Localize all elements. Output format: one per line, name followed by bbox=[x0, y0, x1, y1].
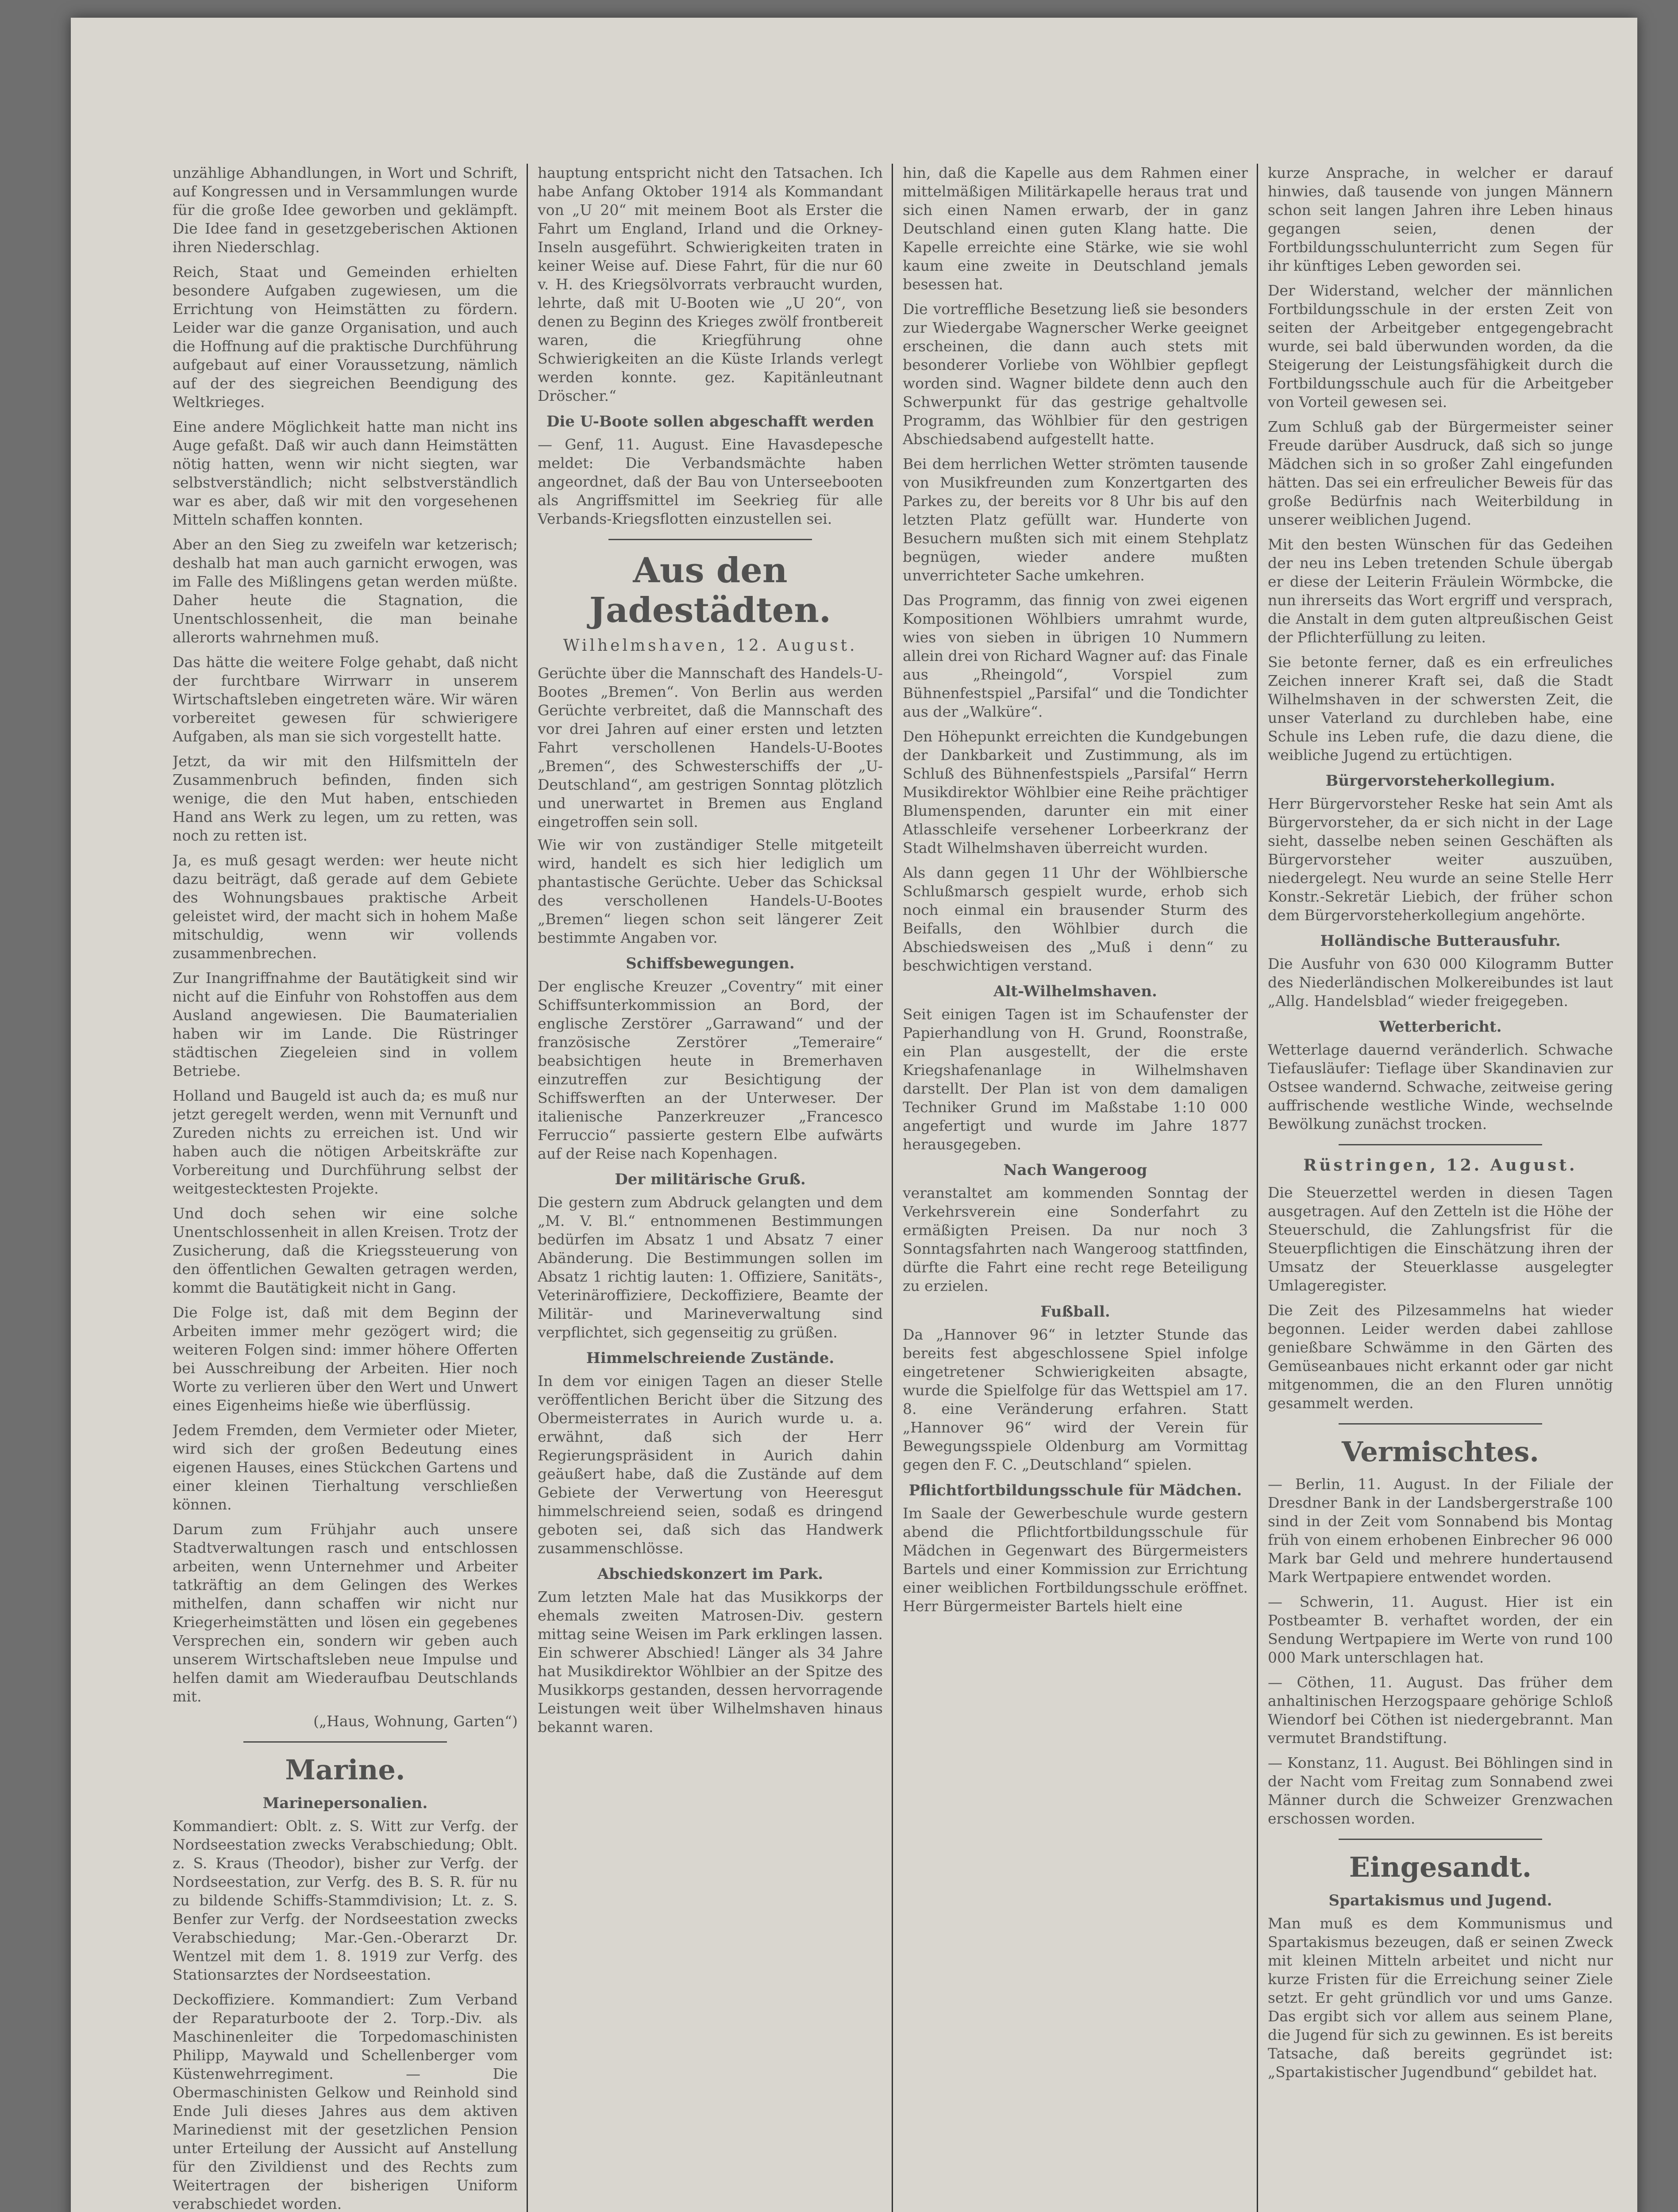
section-heading-marine: Marine. bbox=[285, 1754, 405, 1786]
subheading: Alt-Wilhelmshaven. bbox=[993, 983, 1157, 1000]
subheading: Himmelschreiende Zustände. bbox=[586, 1349, 835, 1367]
column-divider bbox=[892, 164, 893, 2212]
section-heading-vermischtes: Vermischtes. bbox=[1342, 1436, 1539, 1468]
paragraph: Die Ausfuhr von 630 000 Kilogramm Butter des Niederländischen Molkereibundes ist laut „Allg. Handelsblad“ wieder freigegeben. bbox=[1268, 955, 1613, 1010]
paragraph: Wetterlage dauernd veränderlich. Schwache Tiefausläufer: Tieflage über Skandinavien zur Ostsee wandernd. Schwache, zeitweise gering auffrischende westliche Winde, wechselnde Bewölkung zunächst trocken. bbox=[1268, 1041, 1613, 1133]
subheading: Nach Wangeroog bbox=[1003, 1161, 1147, 1179]
paragraph: Die gestern zum Abdruck gelangten und dem „M. V. Bl.“ entnommenen Bestimmungen bedürfen im Absatz 1 und Absatz 7 einer Abänderung. Die Bestimmungen sollen im Absatz 1 richtig lauten: 1. Offiziere, Sanitäts-, Veterinäroffiziere, Deckoffiziere, Beamte der Militär- und Marineverwaltung sind verpflichtet, sich gegenseitig zu grüßen. bbox=[538, 1194, 883, 1341]
paragraph: Mit den besten Wünschen für das Gedeihen der neu ins Leben tretenden Schule übergab er diese der Leiterin Fräulein Wörmbcke, die nun ihrerseits das Wort ergriff und versprach, die Anstalt in dem guten altpreußischen Geist der Pflichterfüllung zu leiten. bbox=[1268, 536, 1613, 646]
divider bbox=[1339, 1144, 1542, 1145]
divider bbox=[1339, 1423, 1542, 1425]
paragraph: — Cöthen, 11. August. Das früher dem anhaltinischen Herzogspaare gehörige Schloß Wiendorf bei Cöthen ist niedergebrannt. Man vermutet Brandstiftung. bbox=[1268, 1674, 1613, 1747]
paragraph: Ja, es muß gesagt werden: wer heute nicht dazu beiträgt, daß gerade auf dem Gebiete des Wohnungsbaues praktische Arbeit geleistet wird, der macht sich in hohem Maße mitschuldig, wenn wir vollends zusammenbrechen. bbox=[173, 852, 518, 962]
column-1 bbox=[173, 164, 518, 2212]
paragraph: Zur Inangriffnahme der Bautätigkeit sind wir nicht auf die Einfuhr von Rohstoffen aus dem Ausland angewiesen. Die Baumaterialien haben wir im Lande. Die Rüstringer städtischen Ziegeleien sind in vollem Betriebe. bbox=[173, 969, 518, 1079]
newspaper-page bbox=[71, 18, 1637, 2212]
paragraph: unzählige Abhandlungen, in Wort und Schrift, auf Kongressen und in Versammlungen wurde für die große Idee geworben und geklämpft. Die Idee fand in gesetzgeberischen Aktionen ihren Niederschlag. bbox=[173, 164, 518, 256]
source-note: („Haus, Wohnung, Garten“) bbox=[313, 1713, 518, 1730]
divider bbox=[1339, 1839, 1542, 1840]
paragraph: Die Zeit des Pilzesammelns hat wieder begonnen. Leider werden dabei zahllose genießbare Schwämme in den Gärten des Gemüseanbaues nicht erkannt oder gar nicht mitgenommen, die an den Fluren unnötig gesammelt werden. bbox=[1268, 1302, 1613, 1412]
paragraph: hin, daß die Kapelle aus dem Rahmen einer mittelmäßigen Militärkapelle heraus trat und sich einen Namen erwarb, der in ganz Deutschland einen guten Klang hatte. Die Kapelle erreichte eine Stärke, wie sie wohl kaum eine zweite in Deutschland jemals besessen hat. bbox=[903, 164, 1248, 293]
paragraph: — Schwerin, 11. August. Hier ist ein Postbeamter B. verhaftet worden, der ein Sendung Wertpapiere im Werte von rund 100 000 Mark unterschlagen hat. bbox=[1268, 1593, 1613, 1666]
paragraph: Zum Schluß gab der Bürgermeister seiner Freude darüber Ausdruck, daß sich so junge Mädchen sich in so großer Zahl eingefunden hätten. Das sei ein erfreulicher Beweis für das große Bedürfnis nach Weiterbildung in unserer weiblichen Jugend. bbox=[1268, 418, 1613, 528]
paragraph: Darum zum Frühjahr auch unsere Stadtverwaltungen rasch und entschlossen arbeiten, wenn Unternehmer und Arbeiter tatkräftig an dem Gelingen des Werkes mithelfen, dann schaffen wir nicht nur Kriegerheimstätten und lösen ein gegebenes Versprechen ein, sondern wir geben auch unserem Wirtschaftsleben neue Impulse und helfen damit am Wiederaufbau Deutschlands mit. bbox=[173, 1521, 518, 1705]
column-divider bbox=[1257, 164, 1258, 2212]
paragraph: veranstaltet am kommenden Sonntag der Verkehrsverein eine Sonderfahrt zu ermäßigten Preisen. Da nur noch 3 Sonntagsfahrten nach Wangeroog stattfinden, dürfte die Fahrt eine recht rege Beteiligung zu erzielen. bbox=[903, 1184, 1248, 1294]
paragraph: Deckoffiziere. Kommandiert: Zum Verband der Reparaturboote der 2. Torp.-Div. als Maschinenleiter die Torpedomaschinisten Philipp, Maywald und Schellenberger vom Küstenwehrregiment. — Die Obermaschinisten Gelkow und Reinhold sind Ende Juli dieses Jahres aus dem aktiven Marinedienst mit der gesetzlichen Pension unter Erteilung der Aussicht auf Anstellung für den Zivildienst und des Rechts zum Weitertragen der bisherigen Uniform verabschiedet worden. bbox=[173, 1991, 518, 2212]
paragraph: Zum letzten Male hat das Musikkorps der ehemals zweiten Matrosen-Div. gestern mittag seine Weisen im Park erklingen lassen. Ein schwerer Abschied! Länger als 34 Jahre hat Musikdirektor Wöhlbier an der Spitze des Musikkorps gestanden, dessen hervorragende Leistungen weit über Wilhelmshaven hinaus bekannt waren. bbox=[538, 1588, 883, 1736]
subheading: Pflichtfortbildungsschule für Mädchen. bbox=[908, 1482, 1242, 1499]
paragraph: Als dann gegen 11 Uhr der Wöhlbiersche Schlußmarsch gespielt wurde, erhob sich noch einmal ein brausender Sturm des Beifalls, den Wöhlbier durch die Abschiedsweisen des „Muß i denn“ zu beschwichtigen verstand. bbox=[903, 864, 1248, 974]
paragraph: Wie wir von zuständiger Stelle mitgeteilt wird, handelt es sich hier lediglich um phantastische Gerüchte. Ueber das Schicksal des verschollenen Handels-U-Bootes „Bremen“ liegen schon seit längerer Zeit bestimmte Angaben vor. bbox=[538, 836, 883, 946]
paragraph: Das Programm, das finnig von zwei eigenen Kompositionen Wöhlbiers umrahmt wurde, wies von sieben in übrigen 10 Nummern allein drei von Richard Wagner auf: das Finale aus „Rheingold“, Vorspiel zum Bühnenfestspiel „Parsifal“ und die Tondichter aus der „Walküre“. bbox=[903, 591, 1248, 720]
paragraph: Die Steuerzettel werden in diesen Tagen ausgetragen. Auf den Zetteln ist die Höhe der Steuerschuld, die Zahlungsfrist für die Steuerpflichtigen die Einschätzung ihren der Umsatz der Steuerklasse ausgelegter Umlageregister. bbox=[1268, 1184, 1613, 1294]
paragraph: Das hätte die weitere Folge gehabt, daß nicht der furchtbare Wirrwarr in unserem Wirtschaftsleben eingetreten wäre. Wir wären vorbereitet gewesen für schwierigere Aufgaben, als man sie sich vorgestellt hatte. bbox=[173, 653, 518, 745]
paragraph: Der Widerstand, welcher der männlichen Fortbildungsschule in der ersten Zeit von seiten der Arbeitgeber entgegengebracht wurde, sei bald überwunden worden, da die Steigerung der Leistungsfähigkeit durch die Fortbildungsschule auch für die Arbeitgeber von Vorteil gewesen sei. bbox=[1268, 282, 1613, 411]
paragraph: Den Höhepunkt erreichten die Kundgebungen der Dankbarkeit und Zustimmung, als im Schluß des Bühnenfestspiels „Parsifal“ Herrn Musikdirektor Wöhlbier eine Reihe prächtiger Blumenspenden, darunter ein mit einer Atlasschleife versehener Lorbeerkranz der Stadt Wilhelmshaven überreicht wurden. bbox=[903, 728, 1248, 856]
paragraph: hauptung entspricht nicht den Tatsachen. Ich habe Anfang Oktober 1914 als Kommandant von „U 20“ mit meinem Boot als Erster die Fahrt um England, Irland und die Orkney-Inseln ausgeführt. Schwierigkeiten traten in keiner Weise auf. Diese Fahrt, für die nur 60 v. H. des Kriegsölvorrats verbraucht wurden, lehrte, daß mit U-Booten wie „U 20“, von denen zu Beginn des Krieges zwölf frontbereit waren, die Kriegführung ohne Schwierigkeiten an die Küste Irlands verlegt werden konnte. gez. Kapitänleutnant Dröscher.“ bbox=[538, 164, 883, 404]
paragraph: Holland und Baugeld ist auch da; es muß nur jetzt geregelt werden, wenn mit Vernunft und Zureden nichts zu erreichen ist. Und wir haben auch die nötigen Arbeitskräfte zur Vorbereitung und Durchführung selbst der weitgestecktesten Projekte. bbox=[173, 1087, 518, 1197]
paragraph: Eine andere Möglichkeit hatte man nicht ins Auge gefaßt. Daß wir auch dann Heimstätten nötig hatten, wenn wir nicht siegten, war selbstverständlich; nicht selbstverständlich war es aber, daß wir mit den vorgesehenen Mitteln schaffen konnten. bbox=[173, 418, 518, 528]
paragraph: Seit einigen Tagen ist im Schaufenster der Papierhandlung von H. Grund, Roonstraße, ein Plan ausgestellt, der die erste Kriegshafenanlage in Wilhelmshaven darstellt. Der Plan ist von dem damaligen Techniker Grund im Maßstabe 1:10 000 angefertigt und wurde im Jahre 1877 herausgegeben. bbox=[903, 1006, 1248, 1153]
paragraph: — Berlin, 11. August. In der Filiale der Dresdner Bank in der Landsbergerstraße 100 sind in der Zeit vom Sonnabend bis Montag früh von einem erhobenen Einbrecher 96 000 Mark bar Geld und mehrere hundertausend Mark Wertpapiere entwendet worden. bbox=[1268, 1475, 1613, 1586]
paragraph: Im Saale der Gewerbeschule wurde gestern abend die Pflichtfortbildungsschule für Mädchen in Gegenwart des Bürgermeisters Bartels und einer Kommission zur Errichtung einer weiblichen Fortbildungsschule eröffnet. Herr Bürgermeister Bartels hielt eine bbox=[903, 1505, 1248, 1615]
subheading: Wetterbericht. bbox=[1379, 1018, 1502, 1036]
paragraph: Reich, Staat und Gemeinden erhielten besondere Aufgaben zugewiesen, um die Errichtung von Heimstätten zu fördern. Leider war die ganze Organisation, und auch die Hoffnung auf die praktische Durchführung aufgebaut auf einer Voraussetzung, nämlich auf der des siegreichen Beendigung des Weltkrieges. bbox=[173, 263, 518, 411]
paragraph: Sie betonte ferner, daß es ein erfreuliches Zeichen innerer Kraft sei, daß die Stadt Wilhelmshaven in der schwersten Zeit, die unser Vaterland zu durchleben habe, eine Schule ins Leben rufe, die dazu diene, die weibliche Jugend zu ertüchtigen. bbox=[1268, 653, 1613, 764]
dateline: Wilhelmshaven, 12. August. bbox=[563, 637, 858, 655]
paragraph: Man muß es dem Kommunismus und Spartakismus bezeugen, daß er seinen Zweck mit kleinen Mitteln arbeitet und nicht nur kurze Fristen für die Erreichung seiner Ziele setzt. Er geht gründlich vor und ums Ganze. Das ergibt sich vor allem aus seinem Plane, die Jugend für sich zu gewinnen. Es ist bereits Tatsache, daß bereits gegründet ist: „Spartakistischer Jugendbund“ gebildet hat. bbox=[1268, 1915, 1613, 2081]
section-heading-jadestaedte: Aus den Jadestädten. bbox=[589, 550, 831, 630]
paragraph: Herr Bürgervorsteher Reske hat sein Amt als Bürgervorsteher, da er sich nicht in der Lage sieht, dasselbe neben seinen Geschäften als Bürgervorsteher weiter auszuüben, niedergelegt. Neu wurde an seine Stelle Herr Konstr.-Sekretär Liebich, der früher schon dem Bürgervorsteherkollegium angehörte. bbox=[1268, 795, 1613, 924]
section-heading-eingesandt: Eingesandt. bbox=[1349, 1851, 1532, 1883]
paragraph: Bei dem herrlichen Wetter strömten tausende von Musikfreunden zum Konzertgarten des Parkes zu, der bereits vor 8 Uhr bis auf den letzten Platz gefüllt war. Hunderte von Besuchern mußten sich mit einem Stehplatz begnügen, wieder andere mußten unverrichteter Sache umkehren. bbox=[903, 455, 1248, 584]
column-4 bbox=[1268, 164, 1613, 2212]
column-2 bbox=[538, 164, 883, 2212]
paragraph: Jetzt, da wir mit den Hilfsmitteln der Zusammenbruch befinden, finden sich wenige, die den Mut haben, entschieden Hand ans Werk zu legen, um zu retten, was noch zu retten ist. bbox=[173, 753, 518, 844]
paragraph: Kommandiert: Oblt. z. S. Witt zur Verfg. der Nordseestation zwecks Verabschiedung; Oblt. z. S. Kraus (Theodor), bisher zur Verfg. der Nordseestation, zur Verfg. des B. S. R. für nu zu bildende Schiffs-Stammdivision; Lt. z. S. Benfer zur Verfg. der Nordseestation zwecks Verabschiedung; Mar.-Gen.-Oberarzt Dr. Wentzel mit dem 1. 8. 1919 zur Verfg. des Stationsarztes der Nordseestation. bbox=[173, 1817, 518, 1983]
subheading: Bürgervorsteherkollegium. bbox=[1325, 772, 1555, 790]
paragraph: In dem vor einigen Tagen an dieser Stelle veröffentlichen Bericht über die Sitzung des Obermeisterrates in Aurich wurde u. a. erwähnt, daß sich der Herr Regierungspräsident in Aurich dahin geäußert habe, daß die Zustände auf dem Gebiete der Verwertung von Heeresgut himmelschreiend seien, sodaß es dringend geboten sei, daß sich das Handwerk zusammenschlösse. bbox=[538, 1372, 883, 1557]
column-divider bbox=[527, 164, 528, 2212]
subheading: Die U-Boote sollen abgeschafft werden bbox=[546, 413, 874, 430]
paragraph: Da „Hannover 96“ in letzter Stunde das bereits fest abgeschlossene Spiel infolge eingetretener Schwierigkeiten absagte, wurde die Spielfolge für das Wettspiel am 17. 8. eine Veränderung erfahren. Statt „Hannover 96“ wird der Verein für Bewegungsspiele Oldenburg am Vormittag gegen den F. C. „Deutschland“ spielen. bbox=[903, 1326, 1248, 1473]
subheading: Schiffsbewegungen. bbox=[626, 955, 795, 972]
column-3 bbox=[903, 164, 1248, 2212]
paragraph: — Genf, 11. August. Eine Havasdepesche meldet: Die Verbandsmächte haben angeordnet, daß der Bau von Unterseebooten als Angriffsmittel im Seekrieg für alle Verbands-Kriegsflotten einzustellen sei. bbox=[538, 436, 883, 527]
subheading: Der militärische Gruß. bbox=[615, 1171, 806, 1188]
subheading: Gerüchte über die Mannschaft des Handels-U-Bootes „Bremen“. Von Berlin aus werden Gerüchte verbreitet, daß die Mannschaft des vor drei Jahren auf einer ersten und letzten Fahrt verschollenen Handels-U-Bootes „Bremen“, des Schwesterschiffs der „U-Deutschland“, am gestrigen Sonntag plötzlich und unerwartet in Bremen aus England eingetroffen sein soll. bbox=[538, 664, 883, 830]
dateline: Rüstringen, 12. August. bbox=[1303, 1156, 1578, 1175]
subheading: Spartakismus und Jugend. bbox=[1328, 1892, 1552, 1909]
subheading: Marinepersonalien. bbox=[262, 1794, 428, 1812]
divider bbox=[243, 1741, 447, 1743]
divider bbox=[608, 539, 812, 540]
paragraph: Die Folge ist, daß mit dem Beginn der Arbeiten immer mehr gezögert wird; die weiteren Folgen sind: immer höhere Offerten bei Ausschreibung der Arbeiten. Hier noch Worte zu verlieren über den Wert und Unwert eines Eigenheims hieße wie überflüssig. bbox=[173, 1304, 518, 1414]
paragraph: Die vortreffliche Besetzung ließ sie besonders zur Wiedergabe Wagnerscher Werke geeignet erscheinen, die dann auch stets mit besonderer Vorliebe von Wöhlbier gepflegt worden sind. Wagner bildete denn auch den Schwerpunkt für das gestrige gehaltvolle Programm, das Wöhlbier für den gestrigen Abschiedsabend aufgestellt hatte. bbox=[903, 300, 1248, 448]
subheading: Holländische Butterausfuhr. bbox=[1320, 932, 1561, 950]
paragraph: Aber an den Sieg zu zweifeln war ketzerisch; deshalb hat man auch garnicht erwogen, was im Falle des Mißlingens getan werden müßte. Daher heute die Stagnation, die Unentschlossenheit, die man beinahe allerorts wahrnehmen muß. bbox=[173, 536, 518, 646]
subheading: Abschiedskonzert im Park. bbox=[597, 1565, 824, 1583]
paragraph: Und doch sehen wir eine solche Unentschlossenheit in allen Kreisen. Trotz der Zusicherung, daß die Kriegssteuerung von den öffentlichen Gewalten getragen werden, kommt die Bautätigkeit nicht in Gang. bbox=[173, 1205, 518, 1296]
subheading: Fußball. bbox=[1040, 1303, 1110, 1321]
paragraph: Der englische Kreuzer „Coventry“ mit einer Schiffsunterkommission an Bord, der englische Zerstörer „Garrawand“ und der französische Zerstörer „Temeraire“ beabsichtigen heute in Bremerhaven einzutreffen zur Besichtigung der Schiffswerften an der Unterweser. Der italienische Panzerkreuzer „Francesco Ferruccio“ passierte gestern Elbe aufwärts auf der Reise nach Kopenhagen. bbox=[538, 978, 883, 1162]
paragraph: kurze Ansprache, in welcher er darauf hinwies, daß tausende von jungen Männern schon seit langen Jahren ihre Leben hinaus gegangen seien, denen der Fortbildungsschulunterricht zum Segen für ihr künftiges Leben geworden sei. bbox=[1268, 164, 1613, 274]
paragraph: — Konstanz, 11. August. Bei Böhlingen sind in der Nacht vom Freitag zum Sonnabend zwei Männer durch die Schweizer Grenzwachen erschossen worden. bbox=[1268, 1754, 1613, 1827]
paragraph: Jedem Fremden, dem Vermieter oder Mieter, wird sich der großen Bedeutung eines eigenen Hauses, eines Stückchen Gartens und einer kleinen Tierhaltung verschließen können. bbox=[173, 1421, 518, 1513]
